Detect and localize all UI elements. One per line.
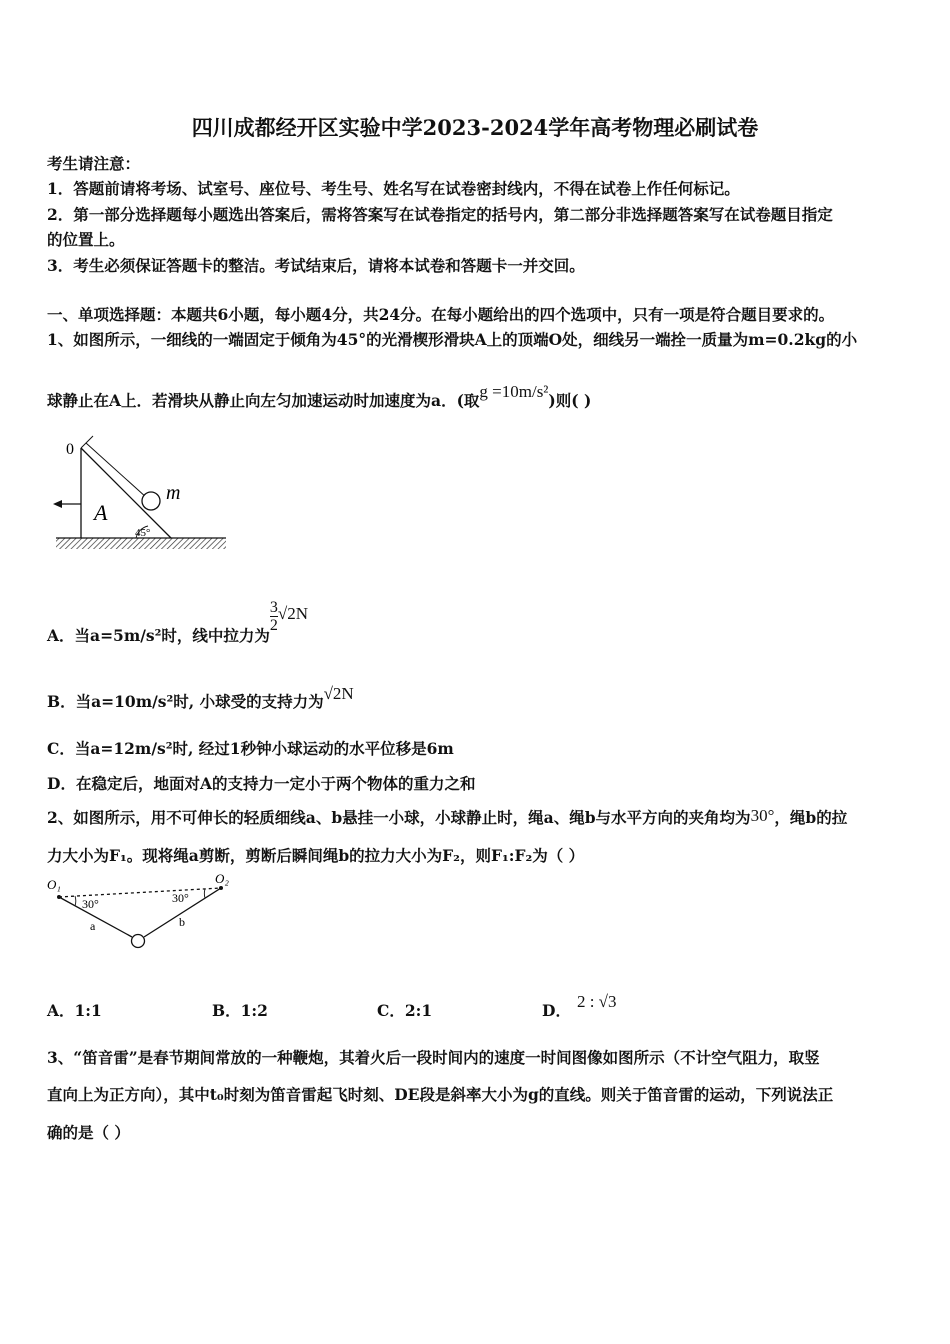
q2-option-c: C．2:1	[377, 1001, 433, 1020]
q1-option-d: D．在稳定后，地面对A的支持力一定小于两个物体的重力之和	[47, 774, 476, 793]
horizontal-dashed-line	[59, 888, 221, 897]
q1-stem-tail: )则( )	[548, 391, 592, 410]
notice-heading: 考生请注意：	[47, 154, 141, 173]
fraction-denominator: 2	[269, 617, 278, 634]
q1-fig-a-label: A	[94, 500, 108, 525]
notice-item: 1．答题前请将考场、试室号、座位号、考生号、姓名写在试卷密封线内，不得在试卷上作任何标记。	[47, 179, 740, 198]
q1-stem-text: 球静止在A上．若滑块从静止向左匀加速运动时加速度为a．(取	[47, 391, 480, 410]
q2-fig-rope-a-label: a	[90, 919, 96, 933]
angle-arc-left	[75, 896, 76, 906]
q2-fig-angle-right: 30°	[172, 891, 189, 905]
q2-angle-formula: 30°	[750, 806, 775, 825]
q3-stem-line1: 3、“笛音雷”是春节期间常放的一种鞭炮，其着火后一段时间内的速度一时间图像如图所示（不计空气阻力，取竖	[47, 1048, 820, 1067]
q1-option-a-fraction	[270, 599, 278, 634]
q1-stem-line1: 1、如图所示，一细线的一端固定于倾角为45°的光滑楔形滑块A上的顶端O处，细线另一端拴一质量为m=0.2kg的小	[47, 330, 858, 349]
q1-option-b-math: √2N	[323, 684, 354, 703]
q2-option-b: B．1:2	[212, 1001, 268, 1020]
q2-stem-line2: 力大小为F₁。现将绳a剪断，剪断后瞬间绳b的拉力大小为F₂，则F₁:F₂为（ ）	[47, 846, 585, 865]
notice-item: 的位置上。	[47, 230, 125, 249]
wedge-tip-mark	[81, 436, 93, 448]
q1-fig-o-label: 0	[66, 441, 74, 458]
section-heading: 一、单项选择题：本题共6小题，每小题4分，共24分。在每小题给出的四个选项中，只有一项是符合题目要求的。	[47, 305, 835, 324]
string	[86, 443, 147, 498]
q1-option-c: C．当a=12m/s²时, 经过1秒钟小球运动的水平位移是6m	[47, 739, 454, 758]
fraction-numerator: 3	[269, 599, 278, 616]
q1-fig-angle-label: 45°	[135, 527, 151, 539]
notice-item: 3．考生必须保证答题卡的整洁。考试结束后，请将本试卷和答题卡一并交回。	[47, 256, 585, 275]
q2-fig-angle-left: 30°	[82, 897, 99, 911]
point-o2	[219, 886, 223, 890]
q2-stem-tail: ，绳b的拉	[774, 808, 848, 827]
angle-arc-right	[204, 889, 205, 898]
q3-stem-line2: 直向上为正方向），其中t₀时刻为笛音雷起飞时刻、DE段是斜率大小为g的直线。则关于笛音雷的运动，下列说法正	[47, 1085, 834, 1104]
q1-option-a-root: √2N	[277, 603, 309, 623]
q2-fig-o2-label: O₂	[215, 871, 229, 886]
q2-stem-line1	[47, 806, 847, 828]
q3-stem-line3: 确的是（ ）	[47, 1123, 130, 1142]
q2-option-d-math: 2 : √3	[576, 992, 617, 1011]
q2-figure	[45, 870, 235, 955]
q1-option-a-text: A．当a=5m/s²时，线中拉力为	[47, 625, 270, 645]
q2-option-d	[542, 992, 617, 1021]
point-o1	[57, 895, 61, 899]
arrow-head	[53, 500, 62, 508]
q2-option-d-label: D．	[542, 1001, 571, 1020]
q2-option-a: A．1:1	[47, 1001, 102, 1020]
ball	[142, 492, 160, 510]
q1-option-b-text: B．当a=10m/s²时, 小球受的支持力为	[47, 692, 324, 711]
q2-stem-text: 2、如图所示，用不可伸长的轻质细线a、b悬挂一小球，小球静止时，绳a、绳b与水平方向的夹角均为	[47, 808, 751, 827]
page-title: 四川成都经开区实验中学2023-2024学年高考物理必刷试卷	[191, 115, 759, 140]
q1-option-a	[47, 599, 309, 645]
ball	[132, 935, 145, 948]
q2-fig-o1-label: O₁	[47, 877, 61, 892]
q1-figure	[50, 428, 230, 553]
q1-stem-line2	[47, 382, 592, 411]
q1-option-b	[47, 684, 354, 712]
q1-fig-m-label: m	[166, 482, 181, 504]
q2-fig-rope-b-label: b	[179, 915, 185, 929]
ground-hatch	[56, 538, 226, 549]
notice-item: 2．第一部分选择题每小题选出答案后，需将答案写在试卷指定的括号内，第二部分非选择题答案写在试卷题目指定	[47, 205, 833, 224]
q1-g-formula: g =10m/s²	[479, 382, 549, 401]
